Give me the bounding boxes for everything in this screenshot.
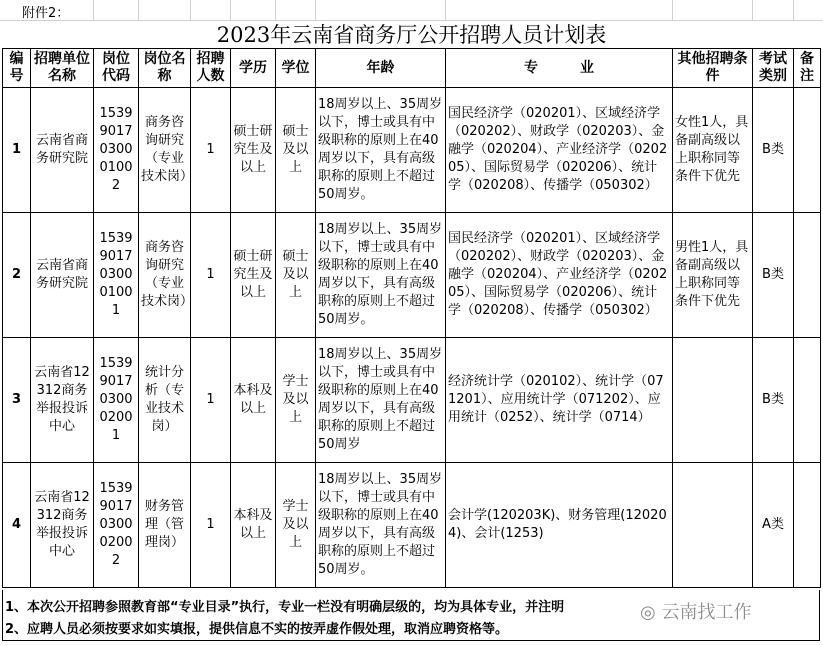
table-cell: 云南省商务研究院 [31, 213, 94, 338]
table-row [3, 338, 821, 463]
table-cell: 18周岁以上、35周岁以下，博士或具有中级职称的原则上在40周岁以下，具有高级职称的原则上不超过50周岁。 [316, 463, 446, 588]
table-cell [794, 88, 821, 213]
column-header: 年龄 [316, 49, 446, 88]
note-2: 2、应聘人员必须按要求如实填报，提供信息不实的按弄虚作假处理，取消应聘资格等。 [5, 622, 509, 637]
table-cell: 男性1人，具备副高级以上职称同等条件下优先 [673, 213, 753, 338]
column-header: 其他招聘条件 [673, 49, 753, 88]
recruitment-table [2, 48, 821, 588]
table-cell: 女性1人，具备副高级以上职称同等条件下优先 [673, 88, 753, 213]
note-1: 1、本次公开招聘参照教育部“专业目录”执行，专业一栏没有明确层级的，均为具体专业，并注明 [5, 600, 565, 615]
table-cell: 云南省12312商务举报投诉中心 [31, 338, 94, 463]
table-cell: 15399017030002002 [94, 463, 139, 588]
table-cell: 商务咨询研究（专业技术岗） [139, 213, 191, 338]
table-cell: 经济统计学（020102）、统计学（071201）、应用统计学（071202）、应用统计（0252）、统计学（0714） [446, 338, 673, 463]
table-cell: B类 [753, 88, 794, 213]
table-cell: 1 [191, 88, 231, 213]
table-cell: 国民经济学（020201）、区域经济学（020202）、财政学（020203）、金融学（020204）、产业经济学（020205）、国际贸易学（020206）、统计学（020208）、传播学（050302） [446, 213, 673, 338]
table-cell: B类 [753, 213, 794, 338]
table-cell: 硕士研究生及以上 [231, 88, 276, 213]
table-cell: 18周岁以上、35周岁以下，博士或具有中级职称的原则上在40周岁以下，具有高级职称的原则上不超过50周岁。 [316, 213, 446, 338]
table-cell: 4 [3, 463, 31, 588]
table-cell: 18周岁以上、35周岁以下，博士或具有中级职称的原则上在40周岁以下，具有高级职称的原则上不超过50周岁。 [316, 88, 446, 213]
column-header: 岗位代码 [94, 49, 139, 88]
table-cell: 会计学(120203K)、财务管理(120204)、会计(1253) [446, 463, 673, 588]
table-cell: 本科及以上 [231, 338, 276, 463]
column-header: 专 业 [446, 49, 673, 88]
table-cell [673, 338, 753, 463]
table-cell: 硕士及以上 [276, 88, 316, 213]
table-cell: 统计分析（专业技术岗） [139, 338, 191, 463]
table-cell [794, 463, 821, 588]
table-cell: 云南省12312商务举报投诉中心 [31, 463, 94, 588]
column-header: 编号 [3, 49, 31, 88]
attachment-label: 附件2： [22, 6, 70, 21]
table-cell: 15399017030001001 [94, 213, 139, 338]
column-header: 岗位名称 [139, 49, 191, 88]
table-cell: 云南省商务研究院 [31, 88, 94, 213]
table-cell: 1 [191, 338, 231, 463]
column-header: 学位 [276, 49, 316, 88]
table-cell: 15399017030002001 [94, 338, 139, 463]
table-cell: 本科及以上 [231, 463, 276, 588]
table-row [3, 213, 821, 338]
attachment-row [0, 0, 823, 21]
table-cell: 学士及以上 [276, 338, 316, 463]
table-cell: B类 [753, 338, 794, 463]
table-cell: 商务咨询研究（专业技术岗） [139, 88, 191, 213]
table-cell: 硕士研究生及以上 [231, 213, 276, 338]
table-cell: 2 [3, 213, 31, 338]
table-row [3, 88, 821, 213]
table-cell [794, 213, 821, 338]
wechat-icon: ◎ [640, 602, 656, 623]
column-header: 学历 [231, 49, 276, 88]
table-cell [673, 463, 753, 588]
table-cell: 学士及以上 [276, 463, 316, 588]
table-cell: A类 [753, 463, 794, 588]
watermark: ◎ 云南找工作 [640, 602, 752, 623]
table-cell: 财务管理（管理岗） [139, 463, 191, 588]
table-cell: 硕士及以上 [276, 213, 316, 338]
table-cell: 15399017030001002 [94, 88, 139, 213]
table-cell: 1 [3, 88, 31, 213]
column-header: 考试类别 [753, 49, 794, 88]
column-header: 招聘人数 [191, 49, 231, 88]
column-header: 招聘单位名称 [31, 49, 94, 88]
table-cell: 1 [191, 213, 231, 338]
table-cell: 3 [3, 338, 31, 463]
table-row [3, 463, 821, 588]
column-header: 备注 [794, 49, 821, 88]
table-cell: 18周岁以上、35周岁以下，博士或具有中级职称的原则上在40周岁以下，具有高级职称的原则上不超过50周岁 [316, 338, 446, 463]
table-cell: 1 [191, 463, 231, 588]
table-cell [794, 338, 821, 463]
page-title: 2023年云南省商务厅公开招聘人员计划表 [216, 23, 607, 47]
table-cell: 国民经济学（020201）、区域经济学（020202）、财政学（020203）、金融学（020204）、产业经济学（020205）、国际贸易学（020206）、统计学（020208）、传播学（050302） [446, 88, 673, 213]
